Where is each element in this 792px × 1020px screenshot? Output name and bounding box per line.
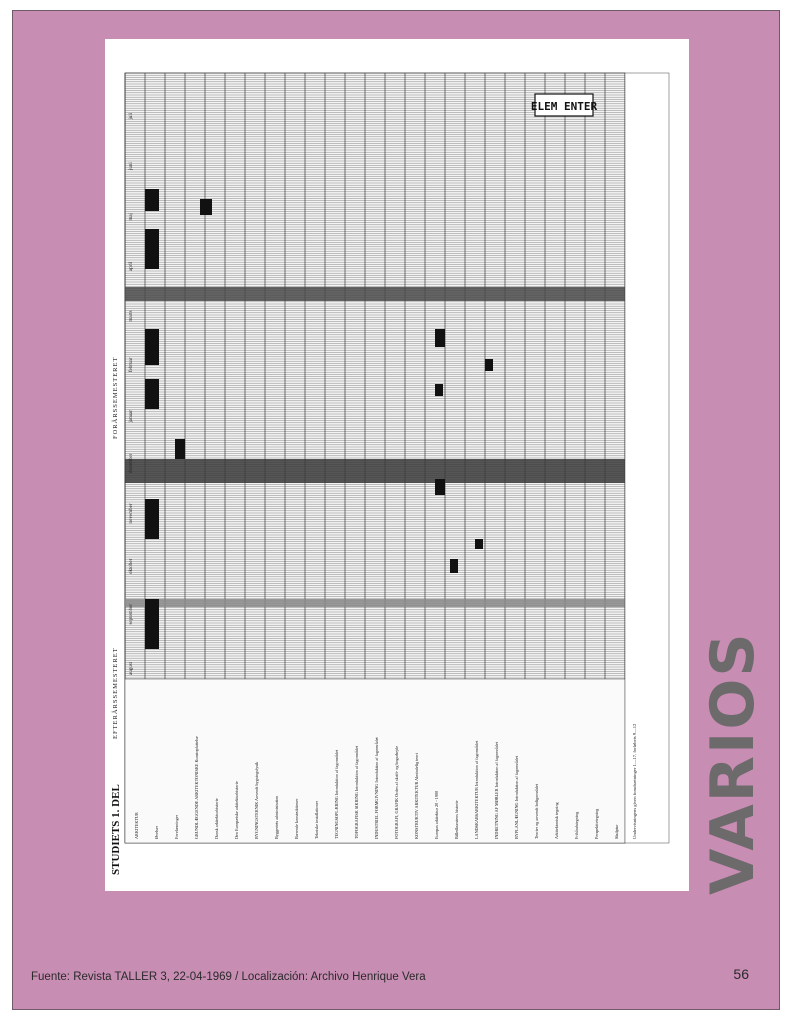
course-label: Billedkunstens historie xyxy=(454,800,459,839)
course-label: INDUSTRIEL FORMGIVNING Introduktion af fagområdet xyxy=(374,737,379,839)
course-label: KONSTRUKTIV ARKITEKTUR Almindelig teori xyxy=(414,753,419,839)
course-label: GRUNDLÆGGENDE ARKITEKTONISKE Kunstopfattelse xyxy=(194,736,199,839)
schedule-footer-row: Undervisningens given forudsætninger 1—17, forløbets 9—12 xyxy=(632,723,637,839)
course-label: Tekniske installationer xyxy=(314,801,319,839)
course-label: INDRETNING AF MØBLER Introduktion af fagområdet xyxy=(494,742,499,839)
page-number: 56 xyxy=(733,966,749,982)
month-label: juli xyxy=(129,112,134,120)
course-label: BYPLANLÆGNING Introduktion af fagområdet xyxy=(514,756,519,839)
month-label: marts xyxy=(129,310,134,322)
course-label: TOPOGRAFISK SIKRING Introduktion af fagområdet xyxy=(354,745,359,839)
course-label: BYGNINGSTEKNIK Anvendt bygningsfysik xyxy=(254,761,259,839)
course-label: Den Europæiske arkitekturhistorie xyxy=(234,781,239,839)
month-label: august xyxy=(129,661,134,675)
schedule-chart-scan xyxy=(105,39,689,891)
month-label: maj xyxy=(129,213,134,221)
month-label: januar xyxy=(129,410,134,423)
group-header-right: FORÅRSSEMESTERET xyxy=(112,356,119,439)
section-word: VARIOS xyxy=(698,631,768,895)
stamp-logo-text: ELEM ENTER xyxy=(530,100,598,113)
course-label: ARKITEKTUR xyxy=(134,812,139,839)
course-label: TEGNINGSOPLÆRING Introduktion af fagområdet xyxy=(334,749,339,839)
course-label: Forelæsninger xyxy=(174,815,179,839)
stamp-logo xyxy=(531,94,598,116)
course-label: Bærende konstruktioner xyxy=(294,798,299,839)
footer-source-caption: Fuente: Revista TALLER 3, 22-04-1969 / Localización: Archivo Henrique Vera xyxy=(31,971,426,983)
scanned-schedule-sheet xyxy=(105,39,689,891)
month-label: december xyxy=(129,453,134,473)
course-label: Teorier og anvendt boligområdet xyxy=(534,784,539,839)
month-label: oktober xyxy=(129,558,134,574)
course-label: Dansk arkitekturhistorie xyxy=(214,798,219,839)
month-label: september xyxy=(129,603,134,625)
course-label: Øvelser xyxy=(154,825,159,839)
course-label: Perspektivtegning xyxy=(594,808,599,839)
course-label: FOTOGRAFI, GRAFIK Orden af skrift- og bogarbejde xyxy=(394,745,399,839)
course-label: Byggeriets administration xyxy=(274,795,279,839)
month-label: juni xyxy=(129,162,134,170)
course-label: Frihåndstegning xyxy=(574,811,579,839)
month-label: februar xyxy=(129,357,134,372)
group-header-left: EFTERÅRSSEMESTERET xyxy=(112,647,119,739)
document-page xyxy=(12,10,780,1010)
course-label: Europas arkitektur 20 - 1900 xyxy=(434,790,439,839)
sheet-title: STUDIETS 1. DEL xyxy=(110,784,122,875)
course-label: Skulptur xyxy=(614,824,619,839)
month-label: april xyxy=(129,261,134,271)
course-label: LANDSKABSARKITEKTUR Introduktion af fagområdet xyxy=(474,740,479,839)
month-label: november xyxy=(129,503,134,524)
course-label: Arkitektonisk tegning xyxy=(554,802,559,839)
